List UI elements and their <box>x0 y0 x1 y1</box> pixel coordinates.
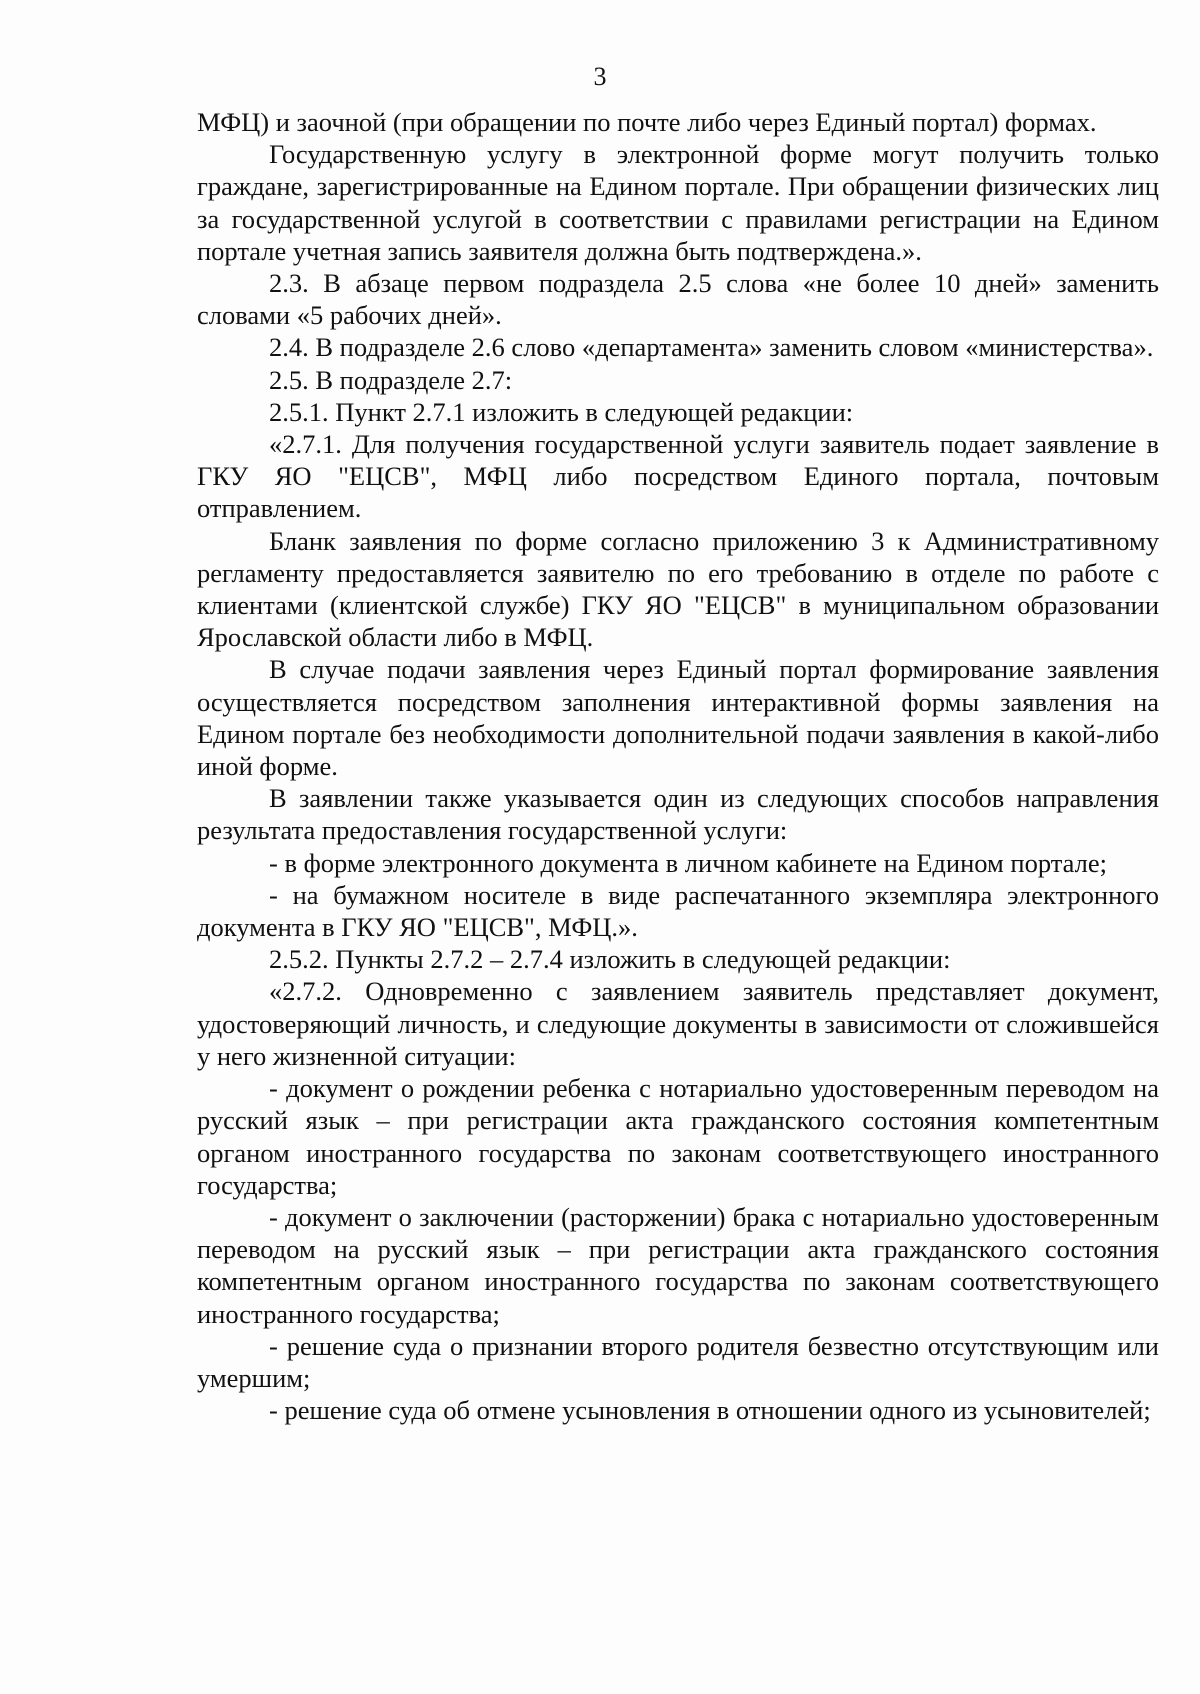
paragraph: 2.5.2. Пункты 2.7.2 – 2.7.4 изложить в следующей редакции: <box>269 944 951 975</box>
paragraph: Государственную услугу в электронной форме могут получить только граждане, зарегистрированные на Едином портале. При обращении физических лиц за государственной услугой в соответствии с правилами регистрации на Едином портале учетная запись заявителя должна быть подтверждена.». <box>197 139 1159 266</box>
paragraph: - в форме электронного документа в личном кабинете на Едином портале; <box>269 847 1107 878</box>
paragraph: 2.3. В абзаце первом подраздела 2.5 слова «не более 10 дней» заменить словами «5 рабочих дней». <box>197 268 1159 331</box>
paragraph: - документ о заключении (расторжении) брака с нотариально удостоверенным переводом на русский язык – при регистрации акта гражданского состояния компетентным органом иностранного государства по законам соответствующего иностранного государства; <box>197 1201 1159 1329</box>
paragraph: - документ о рождении ребенка с нотариально удостоверенным переводом на русский язык – при регистрации акта гражданского состояния компетентным органом иностранного государства по законам соответствующего иностранного государства; <box>197 1073 1159 1200</box>
paragraph: В случае подачи заявления через Единый портал формирование заявления осуществляется посредством заполнения интерактивной формы заявления на Едином портале без необходимости дополнительной подачи заявления в какой-либо иной форме. <box>197 654 1159 782</box>
paragraph: - на бумажном носителе в виде распечатанного экземпляра электронного документа в ГКУ ЯО "ЕЦСВ", МФЦ.». <box>197 879 1159 943</box>
page-number: 3 <box>593 62 607 91</box>
paragraph: 2.5.1. Пункт 2.7.1 изложить в следующей редакции: <box>269 396 854 427</box>
paragraph: МФЦ) и заочной (при обращении по почте либо через Единый портал) формах. <box>197 107 1097 137</box>
paragraph: Бланк заявления по форме согласно приложению 3 к Административному регламенту предоставляется заявителю по его требованию в отделе по работе с клиентами (клиентской службе) ГКУ ЯО "ЕЦСВ" в муниципальном образовании Ярославской области либо в МФЦ. <box>197 525 1159 653</box>
paragraph: - решение суда об отмене усыновления в отношении одного из усыновителей; <box>269 1395 1151 1426</box>
document-body <box>197 106 1159 1426</box>
paragraph: 2.4. В подразделе 2.6 слово «департамента» заменить словом «министерства». <box>269 332 1154 363</box>
paragraph: 2.5. В подразделе 2.7: <box>269 364 513 395</box>
paragraph: «2.7.2. Одновременно с заявлением заявитель представляет документ, удостоверяющий личность, и следующие документы в зависимости от сложившейся у него жизненной ситуации: <box>197 976 1159 1071</box>
paragraph: «2.7.1. Для получения государственной услуги заявитель подает заявление в ГКУ ЯО "ЕЦСВ", МФЦ либо посредством Единого портала, почтовым отправлением. <box>197 429 1159 524</box>
paragraph: - решение суда о признании второго родителя безвестно отсутствующим или умершим; <box>197 1330 1159 1393</box>
paragraph: В заявлении также указывается один из следующих способов направления результата предоставления государственной услуги: <box>197 783 1159 846</box>
